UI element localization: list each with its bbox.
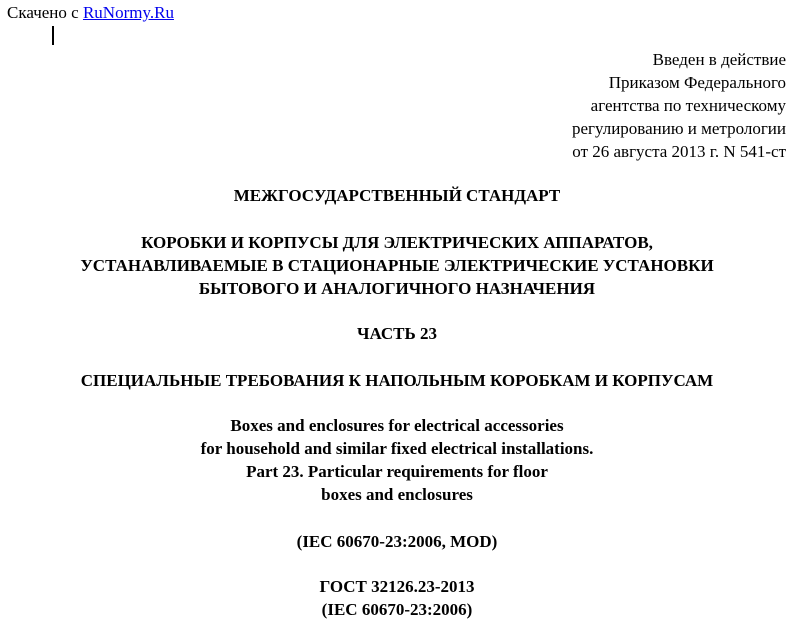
part-label: ЧАСТЬ 23 <box>356 324 437 343</box>
approval-line: Приказом Федерального <box>608 73 786 92</box>
standard-type: МЕЖГОСУДАРСТВЕННЫЙ СТАНДАРТ <box>233 186 561 205</box>
source-link[interactable]: RuNormy.Ru <box>82 3 174 22</box>
standard-type-heading <box>0 184 794 207</box>
text-cursor <box>52 26 54 45</box>
title-ru-heading <box>0 231 794 300</box>
gost-heading <box>0 575 794 621</box>
subtitle-ru: СПЕЦИАЛЬНЫЕ ТРЕБОВАНИЯ К НАПОЛЬНЫМ КОРОБКАМ И КОРПУСАМ <box>80 371 714 390</box>
iec-mod-heading <box>0 530 794 553</box>
title-ru-line: КОРОБКИ И КОРПУСЫ ДЛЯ ЭЛЕКТРИЧЕСКИХ АППАРАТОВ, <box>141 233 653 252</box>
title-en-line: boxes and enclosures <box>321 485 473 504</box>
title-en-line: for household and similar fixed electrical installations. <box>200 439 594 458</box>
source-line <box>7 3 174 23</box>
source-prefix: Скачено с <box>7 3 83 22</box>
title-en-line: Part 23. Particular requirements for floor <box>246 462 548 481</box>
iec-ref: (IEC 60670-23:2006) <box>321 600 473 619</box>
approval-line: Введен в действие <box>652 50 786 69</box>
approval-line: регулированию и метрологии <box>571 119 786 138</box>
approval-line: агентства по техническому <box>590 96 786 115</box>
part-heading <box>0 322 794 345</box>
approval-line: от 26 августа 2013 г. N 541-ст <box>572 142 786 161</box>
iec-mod: (IEC 60670-23:2006, MOD) <box>296 532 498 551</box>
title-ru-line: УСТАНАВЛИВАЕМЫЕ В СТАЦИОНАРНЫЕ ЭЛЕКТРИЧЕСКИЕ УСТАНОВКИ <box>80 256 714 275</box>
title-en-heading <box>0 414 794 506</box>
gost-number: ГОСТ 32126.23-2013 <box>319 577 475 596</box>
title-ru-line: БЫТОВОГО И АНАЛОГИЧНОГО НАЗНАЧЕНИЯ <box>198 279 596 298</box>
approval-block <box>366 48 786 163</box>
title-en-line: Boxes and enclosures for electrical accessories <box>230 416 564 435</box>
subtitle-ru-heading <box>0 369 794 392</box>
